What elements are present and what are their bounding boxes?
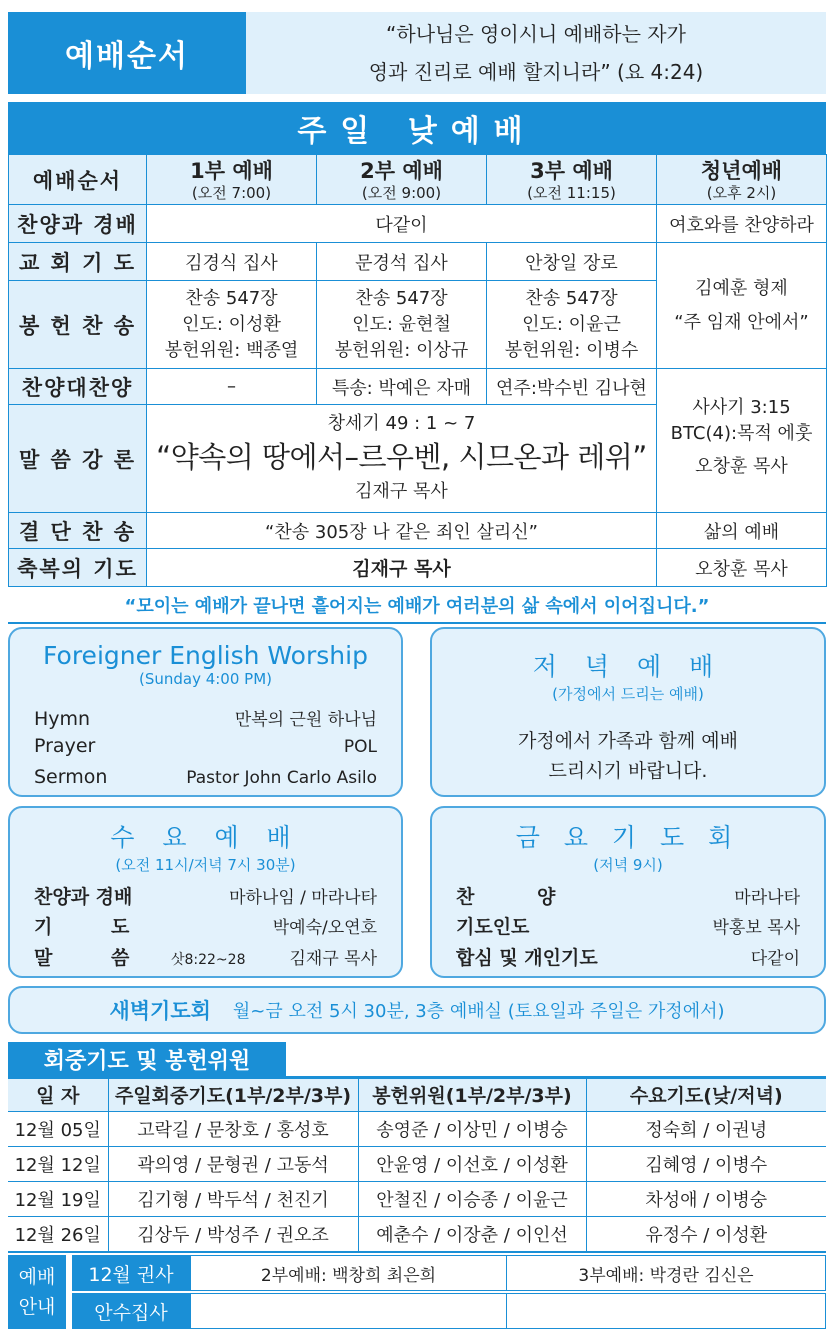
row-decision bbox=[9, 513, 827, 549]
column-header-service-3: 3부 예배 (오전 11:15) bbox=[487, 155, 657, 205]
row-label: 찬양과 경배 bbox=[9, 205, 147, 243]
date-cell: 12월 19일 bbox=[8, 1181, 108, 1216]
row-label: 찬양대찬양 bbox=[9, 369, 147, 405]
choir-service-1: – bbox=[147, 369, 317, 405]
row-prayer bbox=[9, 243, 827, 281]
friday-prayer-box bbox=[430, 806, 826, 978]
table-row bbox=[8, 1216, 826, 1251]
list-item: Sermon Pastor John Carlo Asilo bbox=[34, 766, 377, 788]
notice-value-empty bbox=[506, 1293, 826, 1329]
offering-service-2: 찬송 547장 인도: 윤현철 봉헌위원: 이상규 bbox=[317, 281, 487, 369]
blessing-all: 김재구 목사 bbox=[147, 549, 657, 587]
box-title: 금 요 기 도 회 bbox=[515, 823, 741, 852]
date-cell: 12월 12일 bbox=[8, 1146, 108, 1181]
table-cell: 송영준 / 이상민 / 이병숭 bbox=[358, 1111, 586, 1146]
box-title: Foreigner English Worship bbox=[43, 641, 368, 670]
list-item: Prayer POL bbox=[34, 735, 377, 757]
list-item: Hymn 만복의 근원 하나님 bbox=[34, 708, 377, 730]
prayers-section-title: 회중기도 및 봉헌위원 bbox=[8, 1042, 286, 1076]
row-blessing bbox=[9, 549, 827, 587]
box-title: 저 녁 예 배 bbox=[532, 652, 724, 681]
date-cell: 12월 26일 bbox=[8, 1216, 108, 1251]
wednesday-worship-box bbox=[8, 806, 403, 978]
page-title: 예배순서 bbox=[8, 12, 246, 94]
verse-line-1: “하나님은 영이시니 예배하는 자가 bbox=[386, 22, 686, 46]
list-item: 기 도 박예숙/오연호 bbox=[34, 916, 377, 938]
dawn-title: 새벽기도회 bbox=[109, 999, 211, 1023]
row-choir bbox=[9, 369, 827, 405]
notice-row-label: 안수집사 bbox=[72, 1293, 190, 1329]
column-header: 주일회중기도(1부/2부/3부) bbox=[108, 1079, 358, 1111]
youth-leader: 김예훈 형제 “주 임재 안에서” bbox=[657, 243, 827, 369]
list-item: 찬양과 경배 마하나임 / 마라나타 bbox=[34, 886, 377, 908]
sermon-reference: 창세기 49 : 1 ~ 7 bbox=[327, 412, 476, 434]
evening-text-2: 드리시기 바랍니다. bbox=[548, 760, 708, 782]
english-worship-box bbox=[8, 627, 403, 797]
offering-service-1: 찬송 547장 인도: 이성환 봉헌위원: 백종열 bbox=[147, 281, 317, 369]
divider bbox=[8, 622, 826, 624]
table-row bbox=[8, 1146, 826, 1181]
prayer-service-1: 김경식 집사 bbox=[147, 243, 317, 281]
list-item: 합심 및 개인기도 다같이 bbox=[456, 947, 800, 969]
table-cell: 김상두 / 박성주 / 권오조 bbox=[108, 1216, 358, 1251]
table-cell: 곽의영 / 문형권 / 고동석 bbox=[108, 1146, 358, 1181]
table-row bbox=[8, 1181, 826, 1216]
row-label: 결 단 찬 송 bbox=[9, 513, 147, 549]
box-subtitle: (저녁 9시) bbox=[593, 856, 663, 874]
row-praise bbox=[9, 205, 827, 243]
date-cell: 12월 05일 bbox=[8, 1111, 108, 1146]
table-cell: 정숙희 / 이권녕 bbox=[586, 1111, 826, 1146]
prayers-table bbox=[8, 1079, 826, 1252]
table-cell: 유정수 / 이성환 bbox=[586, 1216, 826, 1251]
sermon-main bbox=[147, 405, 657, 513]
row-label: 말 씀 강 론 bbox=[9, 405, 147, 513]
table-cell: 김혜영 / 이병수 bbox=[586, 1146, 826, 1181]
dawn-prayer-bar bbox=[8, 986, 826, 1034]
notice-value: 2부예배: 백창희 최은희 bbox=[190, 1255, 507, 1291]
table-header-row bbox=[8, 1079, 826, 1111]
table-row bbox=[8, 1111, 826, 1146]
list-item: 찬 양 마라나타 bbox=[456, 886, 800, 908]
list-item: 말 씀 삿8:22~28 김재구 목사 bbox=[34, 947, 377, 969]
box-subtitle: (가정에서 드리는 예배) bbox=[552, 685, 704, 703]
offering-service-3: 찬송 547장 인도: 이윤근 봉헌위원: 이병수 bbox=[487, 281, 657, 369]
table-cell: 안철진 / 이승종 / 이윤근 bbox=[358, 1181, 586, 1216]
sermon-title: “약속의 땅에서–르우벤, 시므온과 레위” bbox=[156, 439, 647, 474]
table-cell: 차성애 / 이병숭 bbox=[586, 1181, 826, 1216]
decision-youth: 삶의 예배 bbox=[657, 513, 827, 549]
notice-value-empty bbox=[190, 1293, 507, 1329]
table-cell: 김기형 / 박두석 / 천진기 bbox=[108, 1181, 358, 1216]
table-cell: 안윤영 / 이선호 / 이성환 bbox=[358, 1146, 586, 1181]
notice-label: 예배 안내 bbox=[8, 1255, 66, 1329]
youth-sermon: 사사기 3:15 BTC(4):목적 에훗 오창훈 목사 bbox=[657, 369, 827, 513]
column-header: 예배순서 bbox=[9, 155, 147, 205]
box-subtitle: (Sunday 4:00 PM) bbox=[138, 670, 273, 688]
evening-text-1: 가정에서 가족과 함께 예배 bbox=[517, 730, 738, 752]
notice-row-label: 12월 권사 bbox=[72, 1255, 190, 1291]
verse-line-2: 영과 진리로 예배 할지니라” (요 4:24) bbox=[368, 60, 704, 84]
row-label: 축복의 기도 bbox=[9, 549, 147, 587]
choir-service-3: 연주:박수빈 김나현 bbox=[487, 369, 657, 405]
sermon-pastor: 김재구 목사 bbox=[355, 480, 448, 502]
dawn-text: 월~금 오전 5시 30분, 3층 예배실 (토요일과 주일은 가정에서) bbox=[232, 1001, 725, 1022]
praise-all: 다같이 bbox=[147, 205, 657, 243]
box-subtitle: (오전 11시/저녁 7시 30분) bbox=[115, 856, 296, 874]
column-header-service-2: 2부 예배 (오전 9:00) bbox=[317, 155, 487, 205]
table-cell: 예춘수 / 이장춘 / 이인선 bbox=[358, 1216, 586, 1251]
sunday-order-table bbox=[8, 154, 827, 587]
list-item: 기도인도 박홍보 목사 bbox=[456, 916, 800, 938]
table-header-row bbox=[9, 155, 827, 205]
column-header: 봉헌위원(1부/2부/3부) bbox=[358, 1079, 586, 1111]
notice-value: 3부예배: 박경란 김신은 bbox=[506, 1255, 826, 1291]
header-verse bbox=[246, 12, 826, 94]
column-header: 일 자 bbox=[8, 1079, 108, 1111]
prayer-service-3: 안창일 장로 bbox=[487, 243, 657, 281]
decision-all: “찬송 305장 나 같은 죄인 살리신” bbox=[147, 513, 657, 549]
choir-service-2: 특송: 박예은 자매 bbox=[317, 369, 487, 405]
blessing-youth: 오창훈 목사 bbox=[657, 549, 827, 587]
praise-youth: 여호와를 찬양하라 bbox=[657, 205, 827, 243]
column-header-service-1: 1부 예배 (오전 7:00) bbox=[147, 155, 317, 205]
quote-text: “모이는 예배가 끝나면 흩어지는 예배가 여러분의 삶 속에서 이어집니다.” bbox=[124, 596, 710, 617]
table-cell: 고락길 / 문창호 / 홍성호 bbox=[108, 1111, 358, 1146]
sunday-service-title: 주일 낮예배 bbox=[8, 102, 826, 154]
row-label: 봉 헌 찬 송 bbox=[9, 281, 147, 369]
box-title: 수 요 예 배 bbox=[110, 823, 301, 852]
evening-worship-box bbox=[430, 627, 826, 797]
column-header: 수요기도(낮/저녁) bbox=[586, 1079, 826, 1111]
prayer-service-2: 문경석 집사 bbox=[317, 243, 487, 281]
column-header-youth: 청년예배 (오후 2시) bbox=[657, 155, 827, 205]
row-label: 교 회 기 도 bbox=[9, 243, 147, 281]
